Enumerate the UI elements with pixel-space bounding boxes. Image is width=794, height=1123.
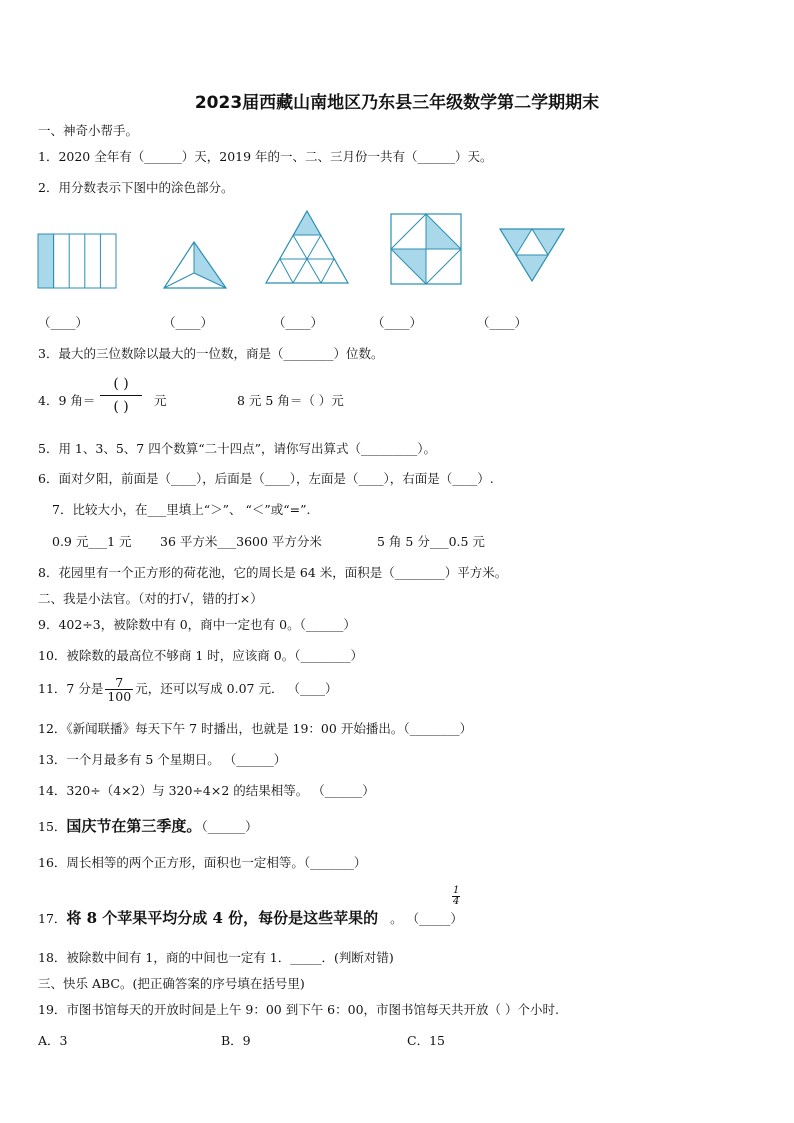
question-4-left: 4．9 角＝ [38, 393, 96, 408]
question-9: 9．402÷3，被除数中有 0，商中一定也有 0。（______） [38, 617, 356, 632]
question-3: 3．最大的三位数除以最大的一位数，商是（________）位数。 [38, 346, 384, 361]
fraction-numerator: 7 [105, 676, 133, 690]
question-6: 6．面对夕阳，前面是（____），后面是（____），左面是（____），右面是（____）. [38, 471, 494, 486]
question-17-blank: 。 （_____） [390, 911, 463, 926]
figure-2-answer-blank[interactable]: （____） [163, 315, 214, 330]
figure-5-answer-blank[interactable]: （____） [477, 315, 528, 330]
question-19: 19．市图书馆每天的开放时间是上午 9：00 到下午 6：00，市图书馆每天共开放（ ）个小时. [38, 1002, 559, 1017]
question-12: 12．《新闻联播》每天下午 7 时播出，也就是 19：00 开始播出。（________） [38, 721, 473, 736]
figure-triangle-thirds [162, 240, 228, 290]
question-14: 14．320÷（4×2）与 320÷4×2 的结果相等。 （______） [38, 783, 375, 798]
question-16: 16．周长相等的两个正方形，面积也一定相等。（_______） [38, 855, 367, 870]
figure-inverted-triangle [498, 227, 566, 283]
question-7-item-2: 36 平方米___3600 平方分米 [160, 534, 322, 549]
question-15 [38, 815, 258, 836]
question-15-statement: 国庆节在第三季度。 [66, 817, 202, 835]
figure-4-answer-blank[interactable]: （____） [372, 315, 423, 330]
question-4-right: 8 元 5 角＝（ ）元 [237, 393, 344, 408]
question-5: 5．用 1、3、5、7 四个数算“二十四点”，请你写出算式（_________）。 [38, 441, 436, 456]
question-17-statement: 将 8 个苹果平均分成 4 份，每份是这些苹果的 [66, 909, 379, 927]
question-11-prefix: 11．7 分是 [38, 681, 104, 697]
question-15-blank: （______） [201, 819, 258, 834]
question-2: 2．用分数表示下图中的涂色部分。 [38, 180, 234, 195]
question-7-item-1: 0.9 元___1 元 [52, 534, 132, 549]
section-3-heading: 三、快乐 ABC。(把正确答案的序号填在括号里) [38, 976, 305, 991]
question-15-number: 15． [38, 819, 67, 834]
fraction-denominator-blank[interactable]: ( ) [113, 399, 129, 415]
question-7-item-3: 5 角 5 分___0.5 元 [377, 534, 485, 549]
option-b[interactable]: B．9 [221, 1033, 251, 1048]
page-title: 2023届西藏山南地区乃东县三年级数学第二学期期末 [194, 93, 600, 113]
option-a[interactable]: A．3 [38, 1033, 68, 1048]
question-1: 1．2020 全年有（______）天，2019 年的一、二、三月份一共有（______）天。 [38, 149, 493, 164]
question-11-suffix: 元，还可以写成 0.07 元． （____） [135, 681, 338, 697]
figure-rectangle-strips [37, 233, 119, 289]
question-4-fraction [100, 376, 142, 415]
question-10: 10．被除数的最高位不够商 1 时，应该商 0。（________） [38, 648, 363, 663]
question-8: 8．花园里有一个正方形的荷花池，它的周长是 64 米，面积是（________）平方米。 [38, 565, 508, 580]
figure-triangle-ninths [264, 209, 350, 285]
fraction-denominator: 4 [453, 896, 460, 907]
figure-square-diamond [389, 212, 463, 286]
figure-1-answer-blank[interactable]: （____） [38, 315, 89, 330]
option-c[interactable]: C．15 [407, 1033, 445, 1048]
question-7: 7．比较大小，在___里填上“＞”、 “＜”或“=”. [52, 502, 311, 517]
question-13: 13．一个月最多有 5 个星期日。 （______） [38, 752, 287, 767]
fraction-denominator: 100 [107, 689, 132, 705]
fraction-numerator: 1 [453, 885, 460, 896]
figure-3-answer-blank[interactable]: （____） [273, 315, 324, 330]
question-11-fraction [105, 676, 133, 703]
fraction-numerator-blank[interactable]: ( ) [100, 376, 142, 396]
section-1-heading: 一、神奇小帮手。 [38, 123, 139, 138]
question-4-unit: 元 [154, 393, 167, 408]
section-2-heading: 二、我是小法官。（对的打√，错的打×） [38, 591, 263, 606]
question-11 [38, 676, 337, 703]
question-17-fraction [452, 886, 460, 907]
question-17 [38, 907, 463, 928]
question-18: 18．被除数中间有 1，商的中间也一定有 1．_____．(判断对错) [38, 950, 394, 965]
question-17-number: 17． [38, 911, 67, 926]
